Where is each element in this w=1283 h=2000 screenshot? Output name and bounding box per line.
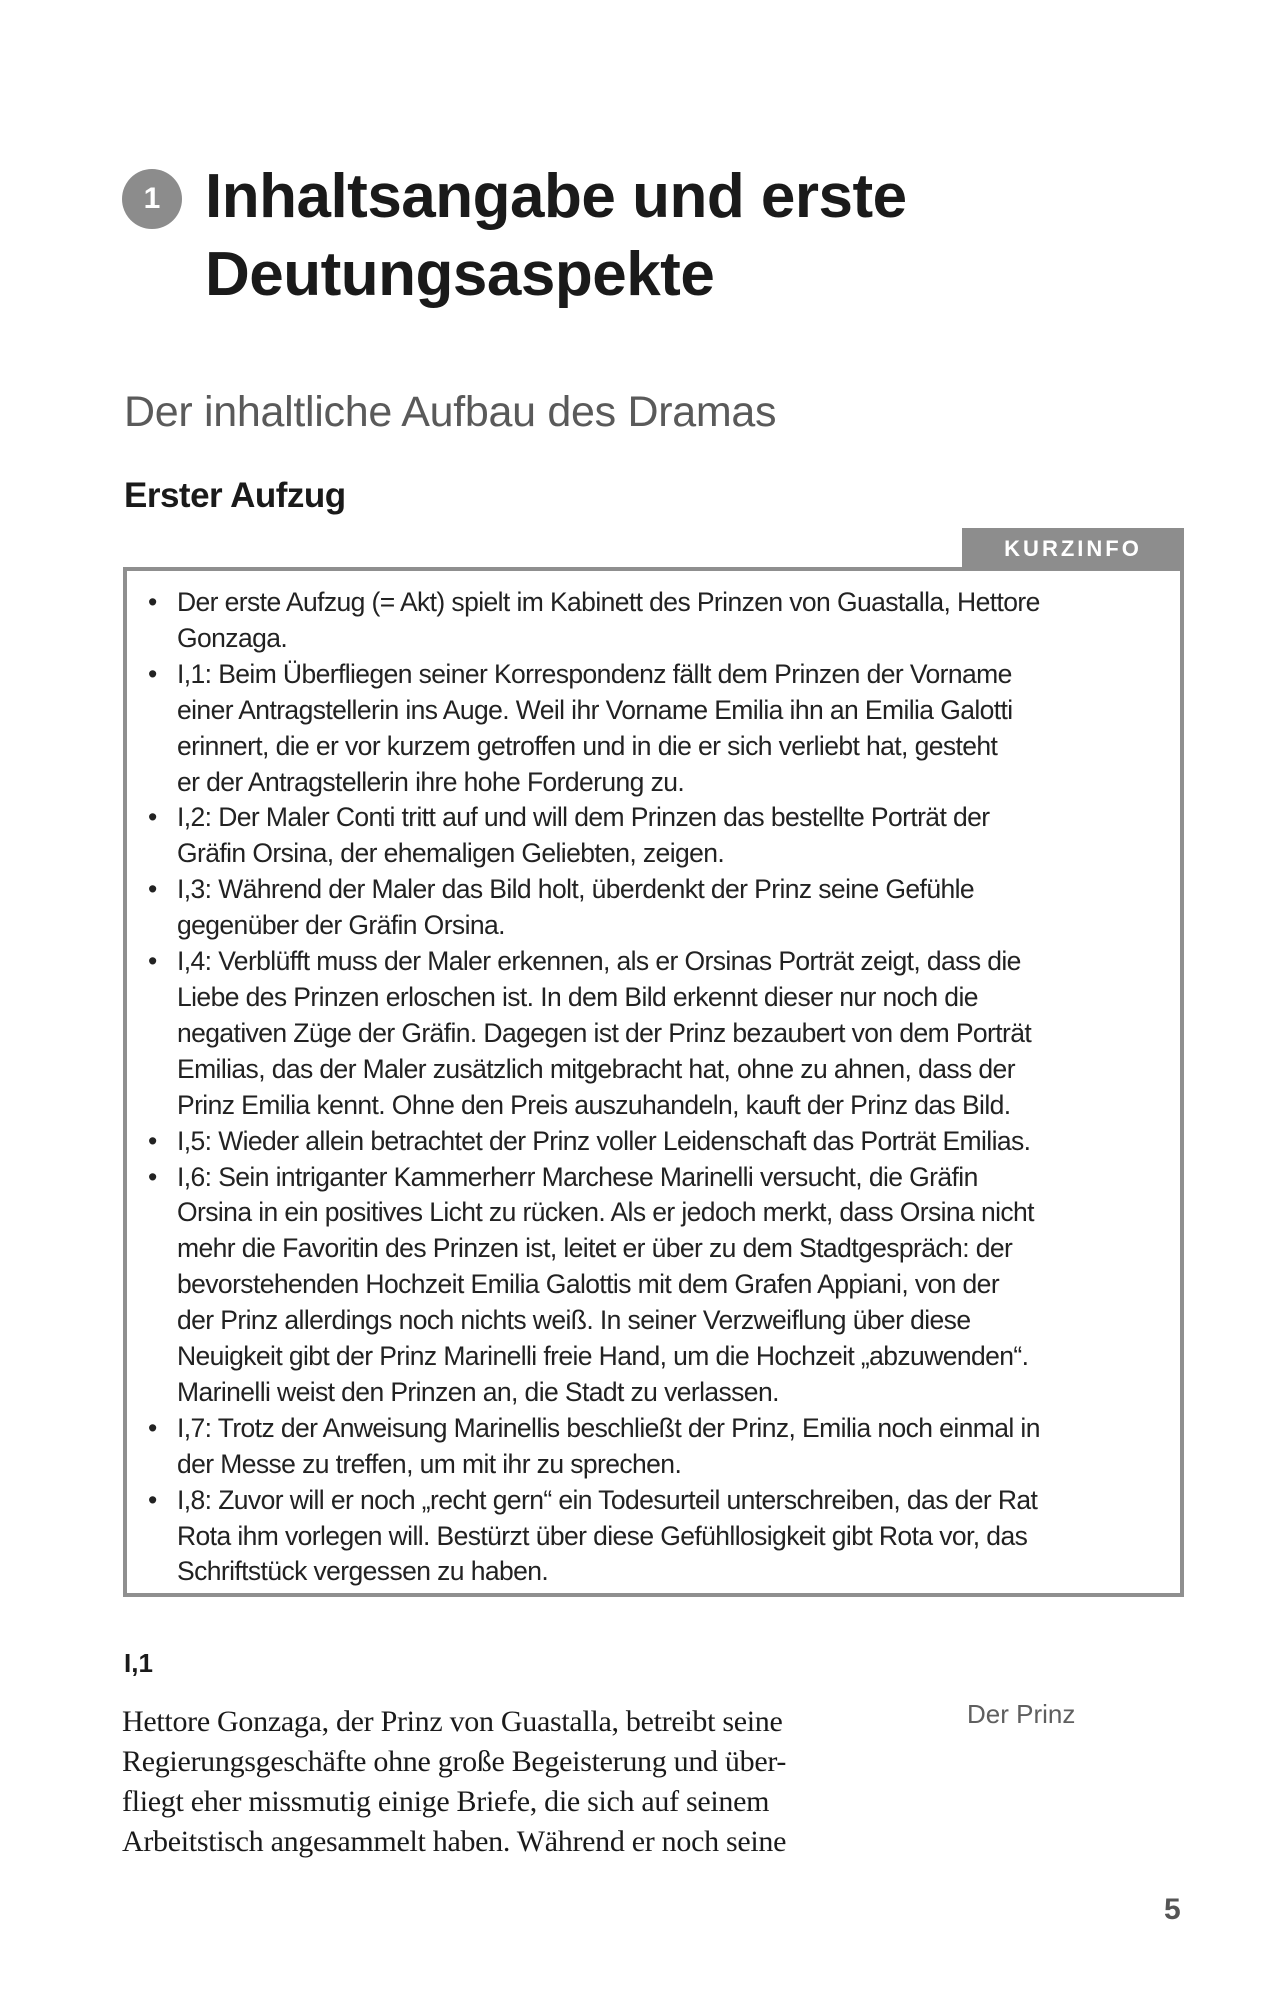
chapter-title-line-1: Inhaltsangabe und erste [205,162,907,231]
scene-label: I,1 [124,1648,153,1678]
bullet-icon: • [148,802,157,833]
kurzinfo-item-line: Rota ihm vorlegen will. Bestürzt über diese Gefühllosigkeit gibt Rota vor, das [177,1520,1028,1551]
kurzinfo-item-line: Neuigkeit gibt der Prinz Marinelli freie Hand, um die Hochzeit „abzuwenden“. [177,1341,1029,1372]
kurzinfo-item-line: Emilias, das der Maler zusätzlich mitgebracht hat, ohne zu ahnen, dass der [177,1053,1015,1084]
kurzinfo-item [127,585,1180,657]
bullet-icon: • [148,1412,157,1443]
kurzinfo-item-line: erinnert, die er vor kurzem getroffen und in die er sich verliebt hat, gesteht [177,730,998,761]
act-title: Erster Aufzug [124,476,346,515]
kurzinfo-box [123,567,1184,1597]
bullet-icon: • [148,946,157,977]
kurzinfo-item-line: I,3: Während der Maler das Bild holt, überdenkt der Prinz seine Gefühle [177,874,975,905]
chapter-number: 1 [143,182,161,215]
bullet-icon: • [148,1484,157,1515]
body-line: Arbeitstisch angesammelt haben. Während er noch seine [122,1825,787,1858]
kurzinfo-item-line: Gonzaga. [177,622,288,653]
kurzinfo-item-line: I,5: Wieder allein betrachtet der Prinz voller Leidenschaft das Porträt Emilias. [177,1125,1031,1156]
chapter-title-line-2: Deutungsaspekte [205,240,715,309]
bullet-icon: • [148,587,157,617]
kurzinfo-item-line: I,2: Der Maler Conti tritt auf und will dem Prinzen das bestellte Porträt der [177,802,990,833]
kurzinfo-item-line: I,8: Zuvor will er noch „recht gern“ ein Todesurteil unterschreiben, das der Rat [177,1484,1038,1515]
kurzinfo-item-line: Marinelli weist den Prinzen an, die Stadt zu verlassen. [177,1376,779,1407]
kurzinfo-item [127,1411,1180,1483]
kurzinfo-item-line: I,7: Trotz der Anweisung Marinellis beschließt der Prinz, Emilia noch einmal in [177,1412,1040,1443]
kurzinfo-item-line: I,4: Verblüfft muss der Maler erkennen, als er Orsinas Porträt zeigt, dass die [177,946,1021,977]
kurzinfo-item [127,872,1180,944]
body-paragraph [122,1702,922,1862]
kurzinfo-item-line: er der Antragstellerin ihre hohe Forderung zu. [177,766,685,797]
kurzinfo-item-line: der Prinz allerdings noch nichts weiß. In seiner Verzweiflung über diese [177,1305,971,1336]
bullet-icon: • [148,658,157,689]
kurzinfo-item-line: Schriftstück vergessen zu haben. [177,1556,549,1587]
section-title: Der inhaltliche Aufbau des Dramas [124,388,777,436]
kurzinfo-item-line: I,6: Sein intriganter Kammerherr Marchese Marinelli versucht, die Gräfin [177,1161,978,1192]
body-line: Hettore Gonzaga, der Prinz von Guastalla, betreibt seine [122,1705,783,1738]
kurzinfo-item-line: negativen Züge der Gräfin. Dagegen ist der Prinz bezaubert von dem Porträt [177,1017,1032,1048]
kurzinfo-item-line: gegenüber der Gräfin Orsina. [177,910,505,941]
margin-note: Der Prinz [967,1699,1076,1729]
kurzinfo-item-line: Der erste Aufzug (= Akt) spielt im Kabinett des Prinzen von Guastalla, Hettore [177,587,1040,617]
kurzinfo-item-line: der Messe zu treffen, um mit ihr zu sprechen. [177,1448,682,1479]
kurzinfo-item-line: bevorstehenden Hochzeit Emilia Galottis mit dem Grafen Appiani, von der [177,1269,1000,1300]
bullet-icon: • [148,1161,157,1192]
kurzinfo-item-line: Liebe des Prinzen erloschen ist. In dem Bild erkennt dieser nur noch die [177,981,978,1012]
kurzinfo-item-line: Prinz Emilia kennt. Ohne den Preis auszuhandeln, kauft der Prinz das Bild. [177,1089,1011,1120]
body-line: fliegt eher missmutig einige Briefe, die sich auf seinem [122,1785,770,1818]
chapter-number-badge [122,169,182,229]
page-number: 5 [1164,1893,1181,1926]
kurzinfo-label: KURZINFO [1004,536,1142,561]
bullet-icon: • [148,874,157,905]
kurzinfo-item [127,657,1180,801]
kurzinfo-list [127,571,1180,1590]
bullet-icon: • [148,1125,157,1156]
kurzinfo-item [127,1124,1180,1160]
kurzinfo-item-line: I,1: Beim Überfliegen seiner Korrespondenz fällt dem Prinzen der Vorname [177,658,1012,689]
kurzinfo-item-line: Gräfin Orsina, der ehemaligen Geliebten, zeigen. [177,838,725,869]
kurzinfo-item [127,1160,1180,1411]
chapter-title [205,158,907,314]
kurzinfo-item [127,800,1180,872]
body-line: Regierungsgeschäfte ohne große Begeisterung und über- [122,1745,787,1778]
kurzinfo-item [127,944,1180,1124]
kurzinfo-item [127,1483,1180,1591]
kurzinfo-tab [962,528,1184,570]
kurzinfo-item-line: einer Antragstellerin ins Auge. Weil ihr Vorname Emilia ihn an Emilia Galotti [177,694,1013,725]
kurzinfo-item-line: Orsina in ein positives Licht zu rücken. Als er jedoch merkt, dass Orsina nicht [177,1197,1034,1228]
kurzinfo-item-line: mehr die Favoritin des Prinzen ist, leitet er über zu dem Stadtgespräch: der [177,1233,1013,1264]
